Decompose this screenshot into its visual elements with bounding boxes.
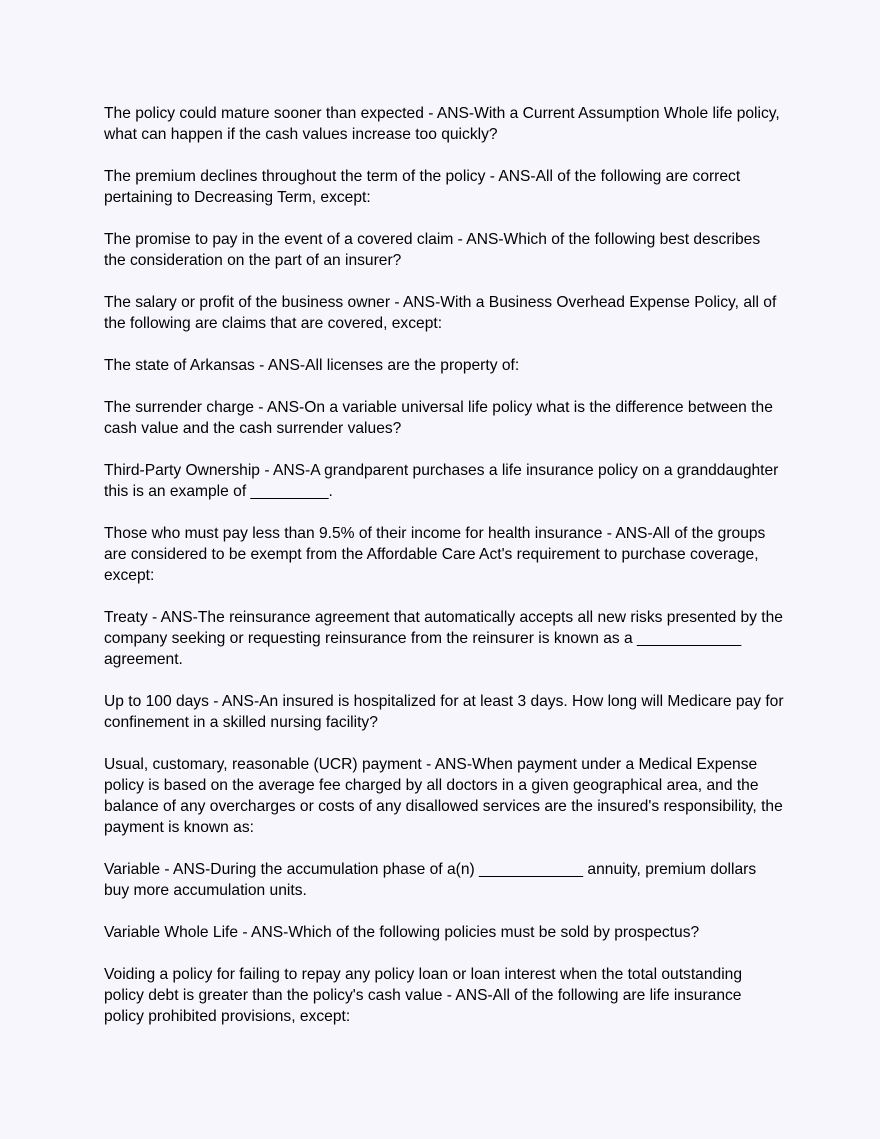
- qa-entry: Treaty - ANS-The reinsurance agreement that automatically accepts all new risks presented by the company seeking or requesting reinsurance from the reinsurer is known as a ____________ agreement.: [104, 609, 783, 668]
- qa-entry: Variable Whole Life - ANS-Which of the following policies must be sold by prospectus?: [104, 924, 700, 941]
- qa-entry: Those who must pay less than 9.5% of their income for health insurance - ANS-All of the groups are considered to be exempt from the Affordable Care Act's requirement to purchase coverage, except:: [104, 525, 766, 584]
- qa-entry: Variable - ANS-During the accumulation phase of a(n) ____________ annuity, premium dollars buy more accumulation units.: [104, 861, 757, 899]
- qa-entry: Usual, customary, reasonable (UCR) payment - ANS-When payment under a Medical Expense policy is based on the average fee charged by all doctors in a given geographical area, and the balance of any overcharges or costs of any disallowed services are the insured's responsibility, the payment is known as:: [104, 756, 783, 836]
- qa-entry: The salary or profit of the business owner - ANS-With a Business Overhead Expense Policy, all of the following are claims that are covered, except:: [104, 294, 777, 332]
- document-page: [104, 103, 784, 1048]
- qa-entry: Up to 100 days - ANS-An insured is hospitalized for at least 3 days. How long will Medicare pay for confinement in a skilled nursing facility?: [104, 693, 784, 731]
- qa-entry: The surrender charge - ANS-On a variable universal life policy what is the difference between the cash value and the cash surrender values?: [104, 399, 773, 437]
- qa-entry: The policy could mature sooner than expected - ANS-With a Current Assumption Whole life policy, what can happen if the cash values increase too quickly?: [104, 105, 780, 143]
- qa-entry: Voiding a policy for failing to repay any policy loan or loan interest when the total outstanding policy debt is greater than the policy's cash value - ANS-All of the following are life insurance policy prohibited provisions, except:: [104, 966, 743, 1025]
- qa-entry: The promise to pay in the event of a covered claim - ANS-Which of the following best describes the consideration on the part of an insurer?: [104, 231, 761, 269]
- qa-entry: Third-Party Ownership - ANS-A grandparent purchases a life insurance policy on a granddaughter this is an example of _________.: [104, 462, 779, 500]
- qa-entry: The premium declines throughout the term of the policy - ANS-All of the following are correct pertaining to Decreasing Term, except:: [104, 168, 741, 206]
- qa-entry: The state of Arkansas - ANS-All licenses are the property of:: [104, 357, 520, 374]
